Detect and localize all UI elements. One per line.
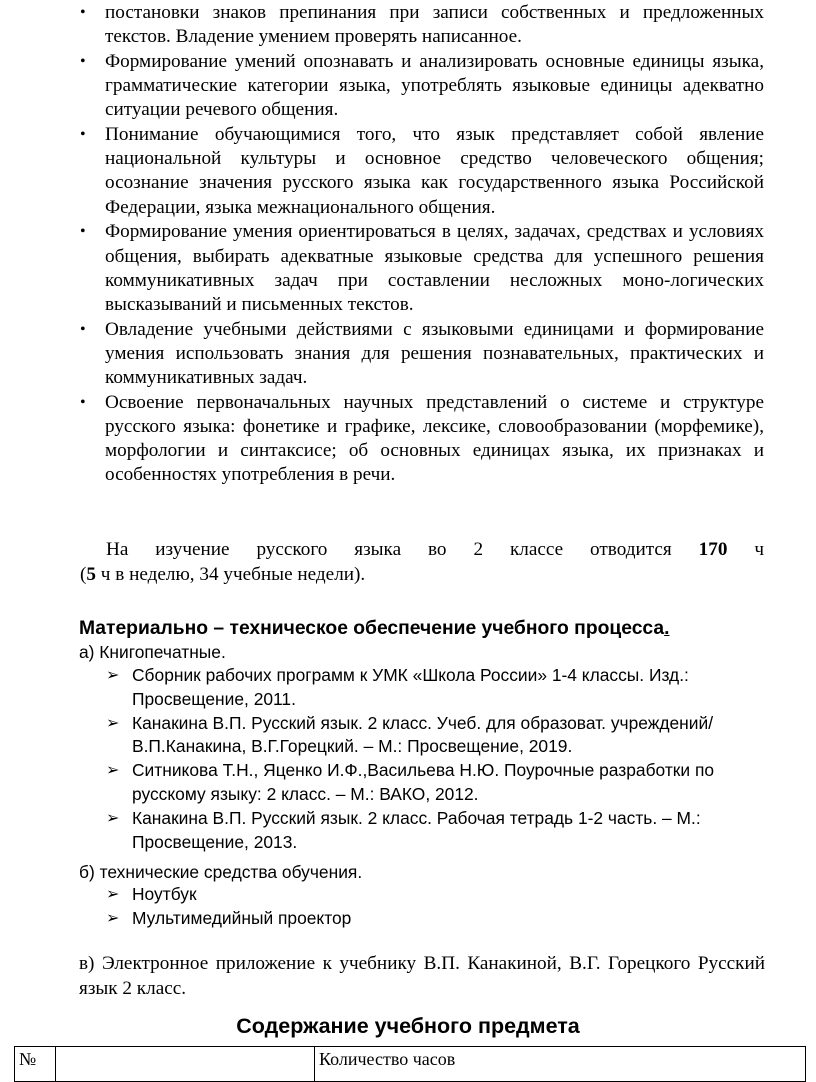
list-item: • Понимание обучающимися того, что язык представляет собой явление национальной культуры и основное средство человеческого общения; осознание значения русского языка как государственного языка Российской Федерации, языка межнационального общения. — [80, 124, 764, 218]
table-row — [15, 1047, 806, 1082]
bullet-icon: • — [80, 393, 86, 411]
bullet-icon: • — [80, 52, 86, 70]
list-item: ➢ Канакина В.П. Русский язык. 2 класс. Учеб. для образоват. учреждений/ В.П.Канакина, В.Г.Горецкий. – М.: Просвещение, 2019. — [106, 712, 714, 757]
arrow-bullet-icon: ➢ — [106, 667, 120, 684]
arrow-bullet-icon: ➢ — [106, 886, 120, 903]
arrow-bullet-icon: ➢ — [106, 714, 120, 732]
list-item: • Формирование умений опознавать и анализировать основные единицы языка, грамматические категории языка, употреблять языковые единицы адекватно ситуации речевого общения. — [80, 50, 764, 121]
list-item: • Овладение учебными действиями с языковыми единицами и формирование умения использовать знания для решения познавательных, практических и коммуникативных задач. — [80, 318, 764, 389]
list-item: ➢ Канакина В.П. Русский язык. 2 класс. Рабочая тетрадь 1-2 часть. – М.: Просвещение, 2013. — [106, 807, 701, 852]
materials-heading: Материально – техническое обеспечение учебного процесса. — [79, 618, 670, 639]
list-item: ➢ Сборник рабочих программ к УМК «Школа России» 1-4 классы. Изд.: Просвещение, 2011. — [106, 665, 689, 709]
arrow-bullet-icon: ➢ — [106, 809, 120, 827]
electronic-supplement: в) Электронное приложение к учебнику В.П. Канакиной, В.Г. Горецкого Русский язык 2 класс. — [79, 953, 765, 999]
arrow-bullet-icon: ➢ — [106, 762, 120, 780]
technical-label: б) технические средства обучения. — [79, 862, 363, 882]
content-table — [14, 1046, 806, 1082]
bullet-icon: • — [80, 223, 86, 241]
list-item: ➢ Ноутбук — [106, 883, 768, 907]
weekly-hours: 5 — [86, 564, 96, 585]
bullet-icon: • — [80, 126, 86, 144]
technical-list — [106, 883, 768, 931]
hours-paragraph: На изучение русского языка во 2 классе отводится 170 ч (5 ч в неделю, 34 учебные недели). — [80, 539, 765, 585]
list-item: ➢ Ситникова Т.Н., Яценко И.Ф.,Васильева Н.Ю. Поурочные разработки по русскому языку: 2 класс. – М.: ВАКО, 2012. — [106, 760, 715, 804]
list-item: • Формирование умения ориентироваться в целях, задачах, средствах и условиях общения, выбирать адекватные языковые средства для успешного решения коммуникативных задач при составлении несложных моно-логических высказываний и письменных текстов. — [80, 221, 764, 315]
table-header-hours: Количество часов — [315, 1047, 806, 1082]
content-title: Содержание учебного предмета — [236, 1014, 580, 1038]
arrow-bullet-icon: ➢ — [106, 909, 120, 927]
list-item: ➢ Мультимедийный проектор — [106, 907, 768, 931]
bullet-icon: • — [80, 4, 86, 21]
total-hours: 170 — [698, 539, 728, 560]
table-header-number: № — [15, 1047, 56, 1082]
table-header-topic — [56, 1047, 315, 1082]
books-list — [106, 664, 768, 854]
printed-label: а) Книгопечатные. — [79, 642, 226, 662]
list-item: • Освоение первоначальных научных представлений о системе и структуре русского языка: фонетике и графике, лексике, словообразовании (морфемике), морфологии и синтаксисе; об основных единицах языка, их признаках и особенностях употребления в речи. — [80, 391, 764, 486]
goals-list — [80, 1, 764, 488]
bullet-icon: • — [80, 320, 86, 338]
list-item: • постановки знаков препинания при записи собственных и предложенных текстов. Владение умением проверять написанное. — [80, 2, 764, 48]
